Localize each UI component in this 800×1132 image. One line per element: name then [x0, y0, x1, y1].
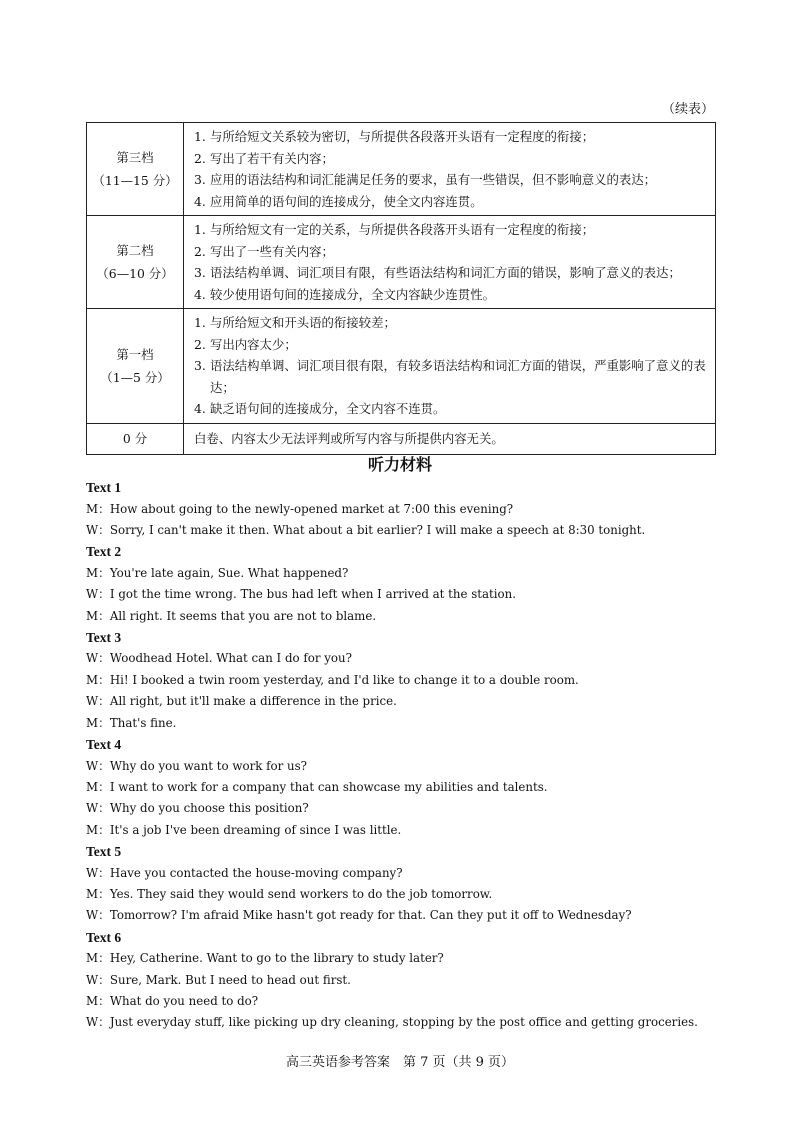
dialogue-line: M：You're late again, Sue. What happened?: [86, 565, 349, 580]
rubric-criterion: 1. 与所给短文和开头语的衔接较差；: [194, 315, 396, 330]
transcript-block: [86, 841, 726, 927]
rubric-criteria-cell: [184, 216, 716, 309]
rubric-level-name: 第三档: [116, 150, 154, 165]
dialogue-line: M：Hey, Catherine. Want to go to the library to study later?: [86, 951, 444, 966]
rubric-criteria-cell: [184, 123, 716, 216]
dialogue-line: W：Just everyday stuff, like picking up dry cleaning, stopping by the post office and getting groceries.: [86, 1015, 698, 1030]
dialogue-line: W：Woodhead Hotel. What can I do for you?: [86, 651, 352, 666]
scoring-rubric-table: [86, 122, 716, 455]
transcript-block: [86, 627, 726, 734]
dialogue-line: M：Hi! I booked a twin room yesterday, and I'd like to change it to a double room.: [86, 672, 579, 687]
rubric-row-zero: [87, 423, 716, 454]
dialogue-line: W：Why do you choose this position?: [86, 801, 309, 816]
rubric-criterion: 3. 语法结构单调、词汇项目有限，有些语法结构和词汇方面的错误，影响了意义的表达；: [194, 265, 681, 280]
dialogue-line: M：What do you need to do?: [86, 994, 259, 1009]
rubric-criterion: 4. 较少使用语句间的连接成分，全文内容缺少连贯性。: [194, 286, 495, 302]
dialogue-line: W：I got the time wrong. The bus had left when I arrived at the station.: [86, 587, 517, 602]
rubric-criterion: 3. 应用的语法结构和词汇能满足任务的要求，虽有一些错误，但不影响意义的表达；: [194, 172, 657, 187]
rubric-criterion: 4. 缺乏语句间的连接成分，全文内容不连贯。: [194, 401, 446, 416]
rubric-level-range: （6—10 分）: [96, 266, 174, 281]
rubric-level-range: （1—5 分）: [100, 369, 170, 385]
rubric-level-name: 第二档: [116, 243, 154, 258]
rubric-level-cell: [87, 216, 184, 309]
dialogue-line: M：Yes. They said they would send workers to do the job tomorrow.: [86, 886, 493, 901]
dialogue-line: W：Have you contacted the house-moving company?: [86, 865, 403, 880]
rubric-criterion: 1. 与所给短文有一定的关系，与所提供各段落开头语有一定程度的衔接；: [194, 222, 595, 237]
transcript-heading: Text 5: [86, 844, 122, 860]
section-title: 听力材料: [367, 455, 432, 474]
rubric-criterion: 3. 语法结构单调、词汇项目很有限，有较多语法结构和词汇方面的错误，严重影响了意义的表达；: [194, 358, 706, 395]
rubric-criterion: 1. 与所给短文关系较为密切，与所提供各段落开头语有一定程度的衔接；: [194, 129, 595, 144]
dialogue-line: W：Why do you want to work for us?: [86, 758, 307, 773]
transcript-heading: Text 6: [86, 929, 122, 945]
rubric-criterion: 4. 应用简单的语句间的连接成分，使全文内容连贯。: [194, 193, 483, 209]
rubric-row-tier-1: [87, 309, 716, 424]
dialogue-line: W：All right, but it'll make a difference in the price.: [86, 694, 397, 709]
rubric-criteria-cell: 白卷、内容太少无法评判或所写内容与所提供内容无关。: [184, 423, 716, 454]
rubric-level-cell: [87, 309, 184, 424]
continuation-note: （续表）: [661, 102, 714, 117]
page-footer: 高三英语参考答案 第 7 页（共 9 页）: [285, 1055, 515, 1070]
transcript-heading: Text 2: [86, 544, 122, 560]
dialogue-line: M：How about going to the newly-opened market at 7:00 this evening?: [86, 501, 514, 516]
rubric-row-tier-3: [87, 123, 716, 216]
dialogue-line: M：I want to work for a company that can showcase my abilities and talents.: [86, 779, 548, 794]
transcript-block: [86, 541, 726, 627]
transcript-block: [86, 734, 726, 841]
dialogue-line: M：It's a job I've been dreaming of since I was little.: [86, 822, 402, 837]
transcript-block: [86, 927, 726, 1034]
rubric-criterion: 2. 写出了若干有关内容；: [194, 150, 334, 166]
rubric-level-cell: 0 分: [87, 423, 184, 454]
rubric-level-cell: [87, 123, 184, 216]
transcript-block: [86, 477, 726, 541]
rubric-level-range: （11—15 分）: [92, 173, 178, 188]
rubric-criterion: 2. 写出内容太少；: [194, 336, 297, 352]
rubric-row-tier-2: [87, 216, 716, 309]
rubric-criteria-cell: [184, 309, 716, 424]
rubric-level-name: 第一档: [116, 346, 154, 362]
dialogue-line: W：Tomorrow? I'm afraid Mike hasn't got ready for that. Can they put it off to Wednesday?: [86, 908, 632, 923]
transcript-heading: Text 1: [86, 480, 122, 495]
transcript-heading: Text 3: [86, 629, 122, 645]
dialogue-line: W：Sure, Mark. But I need to head out first.: [86, 972, 351, 987]
dialogue-line: M：All right. It seems that you are not to blame.: [86, 608, 377, 623]
listening-transcripts: [86, 477, 726, 1034]
rubric-criterion: 2. 写出了一些有关内容；: [194, 243, 334, 259]
dialogue-line: W：Sorry, I can't make it then. What about a bit earlier? I will make a speech at 8:30 tonight.: [86, 522, 646, 537]
transcript-heading: Text 4: [86, 737, 122, 753]
dialogue-line: M：That's fine.: [86, 715, 177, 730]
